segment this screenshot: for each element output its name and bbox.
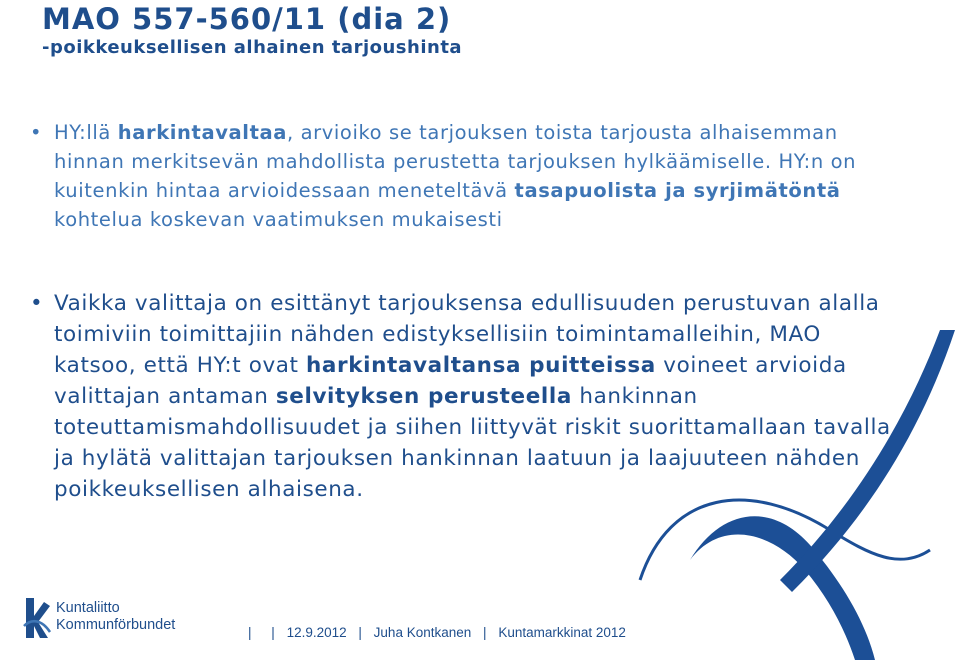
bullet-2-text-1: Vaikka valittaja on esittänyt tarjouksensa edullisuuden perustuvan alalla toimiviin toimittajiin nähden edistyksellisiin toimintamalleihin, MAO katsoo, että HY:t ovat [54,291,880,378]
footer-date: 12.9.2012 [286,625,347,640]
bullet-1-text-1: HY:llä [54,121,118,144]
footer-event: Kuntamarkkinat 2012 [498,625,626,640]
slide-footer [240,625,626,640]
bullet-2-bold-1: harkintavaltansa puitteissa [306,353,656,378]
bullet-2-text-2: voineet arvioida valittajan antaman [54,353,847,409]
slide-subtitle: -poikkeuksellisen alhainen tarjoushinta [42,37,463,58]
bullet-1-text-2: , arvioiko se tarjouksen toista tarjousta alhaisemman hinnan merkitsevän mahdollista perustetta tarjouksen hylkäämiselle. HY:n on kuitenkin hintaa arvioidessaan meneteltävä [54,121,857,202]
bullet-item-1 [30,118,910,234]
bullet-2-text-3: hankinnan toteuttamismahdollisuudet ja siihen liittyvät riskit suorittamallaan tavalla ja hylätä valittajan tarjouksen hankinnan laatuun ja laajuuteen nähden poikkeuksellisen alhaisena. [54,384,891,502]
footer-separator: | [271,625,275,640]
bullet-1-text-3: kohtelua koskevan vaatimuksen mukaisesti [54,208,503,231]
kuntaliitto-logo [22,596,202,642]
footer-author: Juha Kontkanen [373,625,472,640]
logo-line-2: Kommunförbundet [56,617,176,633]
swoosh-diagonal-stroke [780,330,955,592]
logo-line-1: Kuntaliitto [56,600,120,616]
footer-separator: | [358,625,362,640]
bullet-1-bold-2: tasapuolista ja syrjimätöntä [514,179,841,202]
swoosh-main-stroke [690,516,875,660]
kuntaliitto-logo-mark-icon [22,596,52,640]
bullet-2-bold-2: selvityksen perusteella [275,384,572,409]
bullet-1-bold-1: harkintavaltaa [117,121,288,144]
slide-title: MAO 557-560/11 (dia 2) [42,2,452,36]
decorative-swoosh-graphic [630,330,960,660]
footer-separator: | [248,625,252,640]
logo-text [56,600,175,634]
footer-separator: | [483,625,487,640]
